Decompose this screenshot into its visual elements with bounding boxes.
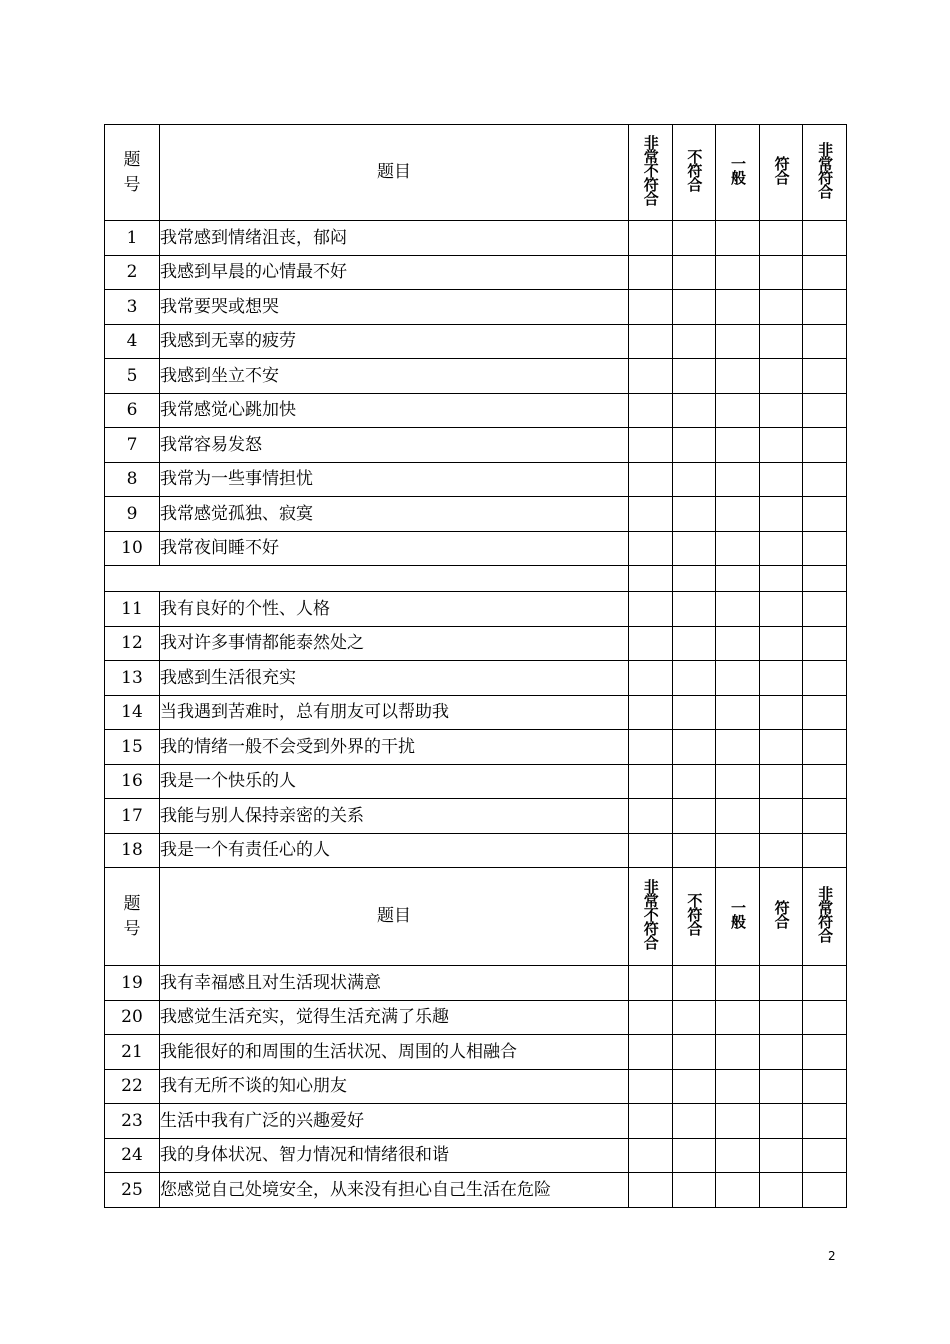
answer-cell-disagree[interactable] (672, 428, 716, 463)
section-1 (105, 221, 847, 566)
question-number: 14 (105, 695, 160, 730)
answer-cell-strongly-disagree[interactable] (629, 695, 673, 730)
answer-cell-agree[interactable] (759, 1069, 803, 1104)
question-text: 我能很好的和周围的生活状况、周围的人相融合 (160, 1035, 629, 1070)
option-header-agree: 符合 (759, 868, 803, 966)
answer-cell-strongly-disagree[interactable] (629, 393, 673, 428)
answer-cell-strongly-disagree[interactable] (629, 833, 673, 868)
answer-cell-disagree[interactable] (672, 1138, 716, 1173)
answer-cell-agree[interactable] (759, 428, 803, 463)
question-text: 我的情绪一般不会受到外界的干扰 (160, 730, 629, 765)
answer-cell-strongly-agree[interactable] (803, 221, 847, 256)
question-row (105, 1138, 847, 1173)
answer-cell-strongly-agree[interactable] (803, 497, 847, 532)
option-header-disagree: 不符合 (672, 125, 716, 221)
answer-cell-strongly-agree[interactable] (803, 359, 847, 394)
question-number: 21 (105, 1035, 160, 1070)
answer-cell-neutral[interactable] (716, 730, 760, 765)
question-row (105, 531, 847, 566)
question-row (105, 428, 847, 463)
answer-cell-neutral[interactable] (716, 764, 760, 799)
question-number: 22 (105, 1069, 160, 1104)
answer-cell-agree[interactable] (759, 966, 803, 1001)
question-row (105, 462, 847, 497)
answer-cell-strongly-disagree[interactable] (629, 592, 673, 627)
answer-cell-strongly-disagree[interactable] (629, 1173, 673, 1208)
question-text: 我有幸福感且对生活现状满意 (160, 966, 629, 1001)
answer-cell-strongly-agree[interactable] (803, 592, 847, 627)
answer-cell-disagree[interactable] (672, 324, 716, 359)
answer-cell-agree[interactable] (759, 730, 803, 765)
question-text: 我常感觉心跳加快 (160, 393, 629, 428)
answer-cell-disagree[interactable] (672, 531, 716, 566)
answer-cell-strongly-agree[interactable] (803, 730, 847, 765)
answer-cell-disagree[interactable] (672, 626, 716, 661)
question-row (105, 695, 847, 730)
question-row (105, 764, 847, 799)
question-number: 7 (105, 428, 160, 463)
answer-cell-neutral[interactable] (716, 799, 760, 834)
answer-cell-disagree[interactable] (672, 462, 716, 497)
answer-cell-agree[interactable] (759, 1138, 803, 1173)
question-text: 我感觉生活充实，觉得生活充满了乐趣 (160, 1000, 629, 1035)
answer-cell-neutral[interactable] (716, 324, 760, 359)
answer-cell-strongly-agree[interactable] (803, 290, 847, 325)
answer-cell-strongly-disagree[interactable] (629, 1000, 673, 1035)
question-number: 10 (105, 531, 160, 566)
answer-cell-disagree[interactable] (672, 695, 716, 730)
answer-cell-strongly-agree[interactable] (803, 531, 847, 566)
answer-cell-strongly-disagree[interactable] (629, 428, 673, 463)
question-text: 我常为一些事情担忧 (160, 462, 629, 497)
answer-cell-agree[interactable] (759, 255, 803, 290)
survey-table (104, 124, 847, 1208)
question-row (105, 833, 847, 868)
section-2 (105, 592, 847, 868)
question-text: 我常要哭或想哭 (160, 290, 629, 325)
answer-cell-disagree[interactable] (672, 833, 716, 868)
answer-cell-agree[interactable] (759, 221, 803, 256)
question-number: 23 (105, 1104, 160, 1139)
question-text: 我是一个快乐的人 (160, 764, 629, 799)
question-row (105, 1069, 847, 1104)
answer-cell-strongly-disagree[interactable] (629, 764, 673, 799)
answer-cell-strongly-agree[interactable] (803, 1173, 847, 1208)
question-number: 3 (105, 290, 160, 325)
question-number: 6 (105, 393, 160, 428)
answer-cell-strongly-disagree[interactable] (629, 255, 673, 290)
question-text: 我有良好的个性、人格 (160, 592, 629, 627)
option-header-strongly-disagree: 非常不符合 (629, 868, 673, 966)
question-text: 当我遇到苦难时，总有朋友可以帮助我 (160, 695, 629, 730)
answer-cell-agree[interactable] (759, 462, 803, 497)
question-text: 生活中我有广泛的兴趣爱好 (160, 1104, 629, 1139)
question-row (105, 221, 847, 256)
answer-cell-neutral[interactable] (716, 966, 760, 1001)
question-number: 13 (105, 661, 160, 696)
answer-cell-neutral[interactable] (716, 661, 760, 696)
question-text: 您感觉自己处境安全，从来没有担心自己生活在危险 (160, 1173, 629, 1208)
answer-cell-strongly-disagree[interactable] (629, 1104, 673, 1139)
answer-cell-agree[interactable] (759, 592, 803, 627)
answer-cell-strongly-disagree[interactable] (629, 462, 673, 497)
question-row (105, 324, 847, 359)
option-header-strongly-agree: 非常符合 (803, 125, 847, 221)
answer-cell-neutral[interactable] (716, 359, 760, 394)
question-row (105, 626, 847, 661)
answer-cell-agree[interactable] (759, 531, 803, 566)
answer-cell-neutral[interactable] (716, 428, 760, 463)
answer-cell-disagree[interactable] (672, 359, 716, 394)
question-number: 25 (105, 1173, 160, 1208)
question-row (105, 359, 847, 394)
option-header-strongly-agree: 非常符合 (803, 868, 847, 966)
question-text: 我对许多事情都能泰然处之 (160, 626, 629, 661)
question-text: 我感到早晨的心情最不好 (160, 255, 629, 290)
answer-cell-strongly-agree[interactable] (803, 428, 847, 463)
question-number: 17 (105, 799, 160, 834)
answer-cell-disagree[interactable] (672, 1000, 716, 1035)
answer-cell-strongly-agree[interactable] (803, 1138, 847, 1173)
answer-cell-strongly-agree[interactable] (803, 1069, 847, 1104)
answer-cell-disagree[interactable] (672, 1069, 716, 1104)
answer-cell-strongly-agree[interactable] (803, 799, 847, 834)
option-header-strongly-disagree: 非常不符合 (629, 125, 673, 221)
question-text: 我能与别人保持亲密的关系 (160, 799, 629, 834)
question-row (105, 255, 847, 290)
answer-cell-neutral[interactable] (716, 592, 760, 627)
answer-cell-strongly-disagree[interactable] (629, 1138, 673, 1173)
answer-cell-strongly-disagree[interactable] (629, 1035, 673, 1070)
question-number: 20 (105, 1000, 160, 1035)
answer-cell-strongly-agree[interactable] (803, 626, 847, 661)
question-number: 1 (105, 221, 160, 256)
question-text: 我常感觉孤独、寂寞 (160, 497, 629, 532)
answer-cell-agree[interactable] (759, 1000, 803, 1035)
answer-cell-agree[interactable] (759, 393, 803, 428)
question-row (105, 393, 847, 428)
num-header: 题号 (105, 125, 160, 221)
answer-cell-agree[interactable] (759, 290, 803, 325)
question-number: 11 (105, 592, 160, 627)
question-text: 我的身体状况、智力情况和情绪很和谐 (160, 1138, 629, 1173)
answer-cell-agree[interactable] (759, 799, 803, 834)
answer-cell-agree[interactable] (759, 833, 803, 868)
answer-cell-disagree[interactable] (672, 799, 716, 834)
question-header: 题目 (160, 868, 629, 966)
question-text: 我常感到情绪沮丧，郁闷 (160, 221, 629, 256)
answer-cell-neutral[interactable] (716, 833, 760, 868)
answer-cell-strongly-agree[interactable] (803, 966, 847, 1001)
answer-cell-strongly-disagree[interactable] (629, 730, 673, 765)
answer-cell-disagree[interactable] (672, 1035, 716, 1070)
question-row (105, 1104, 847, 1139)
question-row (105, 1035, 847, 1070)
answer-cell-neutral[interactable] (716, 1000, 760, 1035)
answer-cell-strongly-agree[interactable] (803, 324, 847, 359)
answer-cell-disagree[interactable] (672, 221, 716, 256)
question-text: 我常夜间睡不好 (160, 531, 629, 566)
answer-cell-agree[interactable] (759, 497, 803, 532)
question-row (105, 290, 847, 325)
answer-cell-agree[interactable] (759, 764, 803, 799)
answer-cell-disagree[interactable] (672, 290, 716, 325)
answer-cell-disagree[interactable] (672, 730, 716, 765)
question-text: 我感到无辜的疲劳 (160, 324, 629, 359)
answer-cell-strongly-disagree[interactable] (629, 221, 673, 256)
question-row (105, 799, 847, 834)
answer-cell-strongly-disagree[interactable] (629, 626, 673, 661)
answer-cell-neutral[interactable] (716, 531, 760, 566)
answer-cell-strongly-agree[interactable] (803, 661, 847, 696)
question-number: 5 (105, 359, 160, 394)
answer-cell-strongly-disagree[interactable] (629, 531, 673, 566)
answer-cell-strongly-disagree[interactable] (629, 497, 673, 532)
page-number: 2 (828, 1249, 836, 1263)
question-number: 2 (105, 255, 160, 290)
question-row (105, 966, 847, 1001)
option-header-neutral: 一般 (716, 868, 760, 966)
header-row (105, 125, 847, 221)
answer-cell-disagree[interactable] (672, 764, 716, 799)
question-number: 4 (105, 324, 160, 359)
question-text: 我有无所不谈的知心朋友 (160, 1069, 629, 1104)
answer-cell-strongly-agree[interactable] (803, 1104, 847, 1139)
answer-cell-disagree[interactable] (672, 1173, 716, 1208)
question-number: 9 (105, 497, 160, 532)
question-number: 12 (105, 626, 160, 661)
num-header: 题号 (105, 868, 160, 966)
answer-cell-neutral[interactable] (716, 1173, 760, 1208)
answer-cell-agree[interactable] (759, 324, 803, 359)
answer-cell-neutral[interactable] (716, 221, 760, 256)
question-header: 题目 (160, 125, 629, 221)
question-row (105, 497, 847, 532)
answer-cell-neutral[interactable] (716, 1138, 760, 1173)
answer-cell-neutral[interactable] (716, 1035, 760, 1070)
answer-cell-strongly-disagree[interactable] (629, 966, 673, 1001)
question-row (105, 1173, 847, 1208)
answer-cell-disagree[interactable] (672, 393, 716, 428)
answer-cell-neutral[interactable] (716, 393, 760, 428)
answer-cell-disagree[interactable] (672, 661, 716, 696)
question-number: 18 (105, 833, 160, 868)
answer-cell-agree[interactable] (759, 661, 803, 696)
question-number: 8 (105, 462, 160, 497)
answer-cell-strongly-disagree[interactable] (629, 324, 673, 359)
answer-cell-agree[interactable] (759, 695, 803, 730)
question-row (105, 1000, 847, 1035)
answer-cell-disagree[interactable] (672, 255, 716, 290)
answer-cell-neutral[interactable] (716, 497, 760, 532)
question-row (105, 592, 847, 627)
answer-cell-neutral[interactable] (716, 1069, 760, 1104)
answer-cell-agree[interactable] (759, 359, 803, 394)
answer-cell-agree[interactable] (759, 1035, 803, 1070)
answer-cell-strongly-disagree[interactable] (629, 359, 673, 394)
answer-cell-neutral[interactable] (716, 626, 760, 661)
question-number: 19 (105, 966, 160, 1001)
answer-cell-strongly-agree[interactable] (803, 695, 847, 730)
answer-cell-disagree[interactable] (672, 497, 716, 532)
answer-cell-strongly-agree[interactable] (803, 1035, 847, 1070)
answer-cell-strongly-agree[interactable] (803, 393, 847, 428)
section-3 (105, 966, 847, 1208)
question-row (105, 661, 847, 696)
question-text: 我感到坐立不安 (160, 359, 629, 394)
answer-cell-agree[interactable] (759, 1104, 803, 1139)
answer-cell-neutral[interactable] (716, 1104, 760, 1139)
answer-cell-strongly-disagree[interactable] (629, 799, 673, 834)
header-row-repeat (105, 868, 847, 966)
answer-cell-disagree[interactable] (672, 966, 716, 1001)
answer-cell-strongly-disagree[interactable] (629, 290, 673, 325)
option-header-neutral: 一般 (716, 125, 760, 221)
answer-cell-agree[interactable] (759, 626, 803, 661)
answer-cell-strongly-agree[interactable] (803, 1000, 847, 1035)
option-header-disagree: 不符合 (672, 868, 716, 966)
answer-cell-agree[interactable] (759, 1173, 803, 1208)
answer-cell-neutral[interactable] (716, 695, 760, 730)
answer-cell-neutral[interactable] (716, 462, 760, 497)
answer-cell-strongly-agree[interactable] (803, 255, 847, 290)
question-number: 15 (105, 730, 160, 765)
question-number: 16 (105, 764, 160, 799)
question-text: 我感到生活很充实 (160, 661, 629, 696)
answer-cell-disagree[interactable] (672, 1104, 716, 1139)
question-row (105, 730, 847, 765)
question-text: 我是一个有责任心的人 (160, 833, 629, 868)
question-text: 我常容易发怒 (160, 428, 629, 463)
question-number: 24 (105, 1138, 160, 1173)
answer-cell-neutral[interactable] (716, 255, 760, 290)
answer-cell-neutral[interactable] (716, 290, 760, 325)
answer-cell-strongly-disagree[interactable] (629, 1069, 673, 1104)
blank-row (105, 566, 847, 592)
answer-cell-strongly-agree[interactable] (803, 833, 847, 868)
answer-cell-strongly-agree[interactable] (803, 462, 847, 497)
answer-cell-strongly-agree[interactable] (803, 764, 847, 799)
answer-cell-strongly-disagree[interactable] (629, 661, 673, 696)
option-header-agree: 符合 (759, 125, 803, 221)
answer-cell-disagree[interactable] (672, 592, 716, 627)
